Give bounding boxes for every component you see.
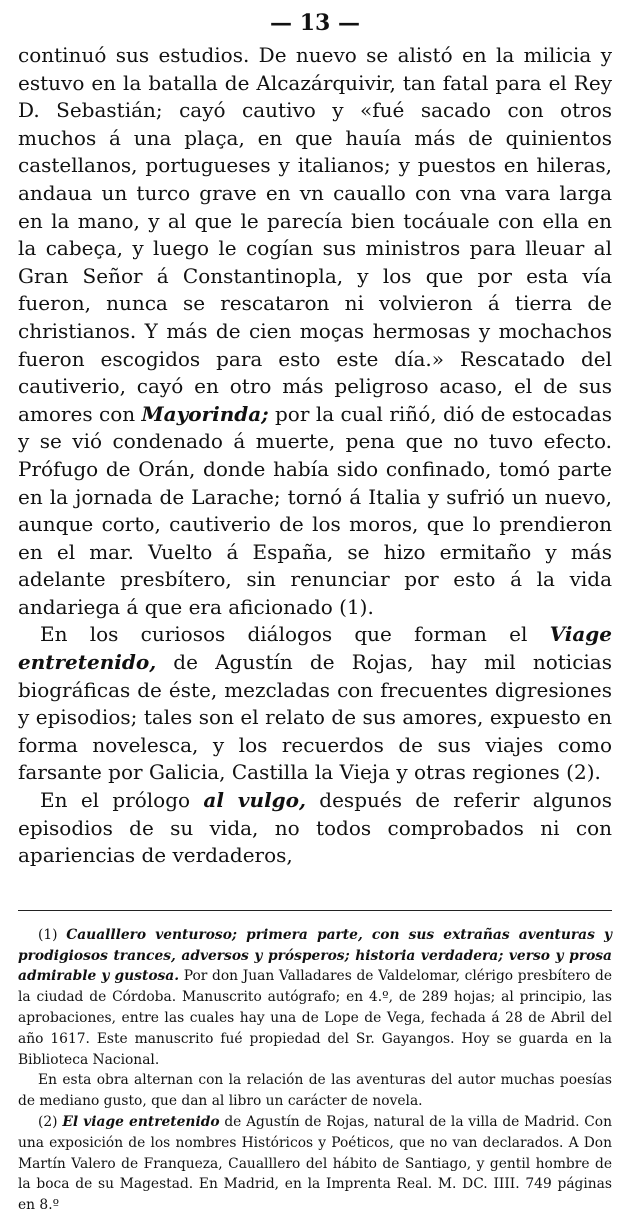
- footnote-text: Por don Juan Valladares de Valdelomar, clérigo presbítero de la ciudad de Córdoba. Manuscrito autógrafo; en 4.º, de 289 hojas; al principio, las aprobaciones, entre las cuales hay una de Lope de Vega, fechada á 28 de Abril del año 1617. Este manuscrito fué propiedad del Sr. Gayangos. Hoy se guarda en la Biblioteca Nacional.: [18, 968, 612, 1068]
- footnote-2: [18, 1112, 612, 1216]
- footnote-mark: (1): [38, 926, 58, 943]
- footnote-text: de Agustín de Rojas, natural de la villa de Madrid. Con una exposición de los nombres Históricos y Poéticos, que no van declarados. A Don Martín Valero de Franqueza, Caualllero del hábito de Santiago, y gentil hombre de la boca de su Magestad. En Madrid, en la Imprenta Real. M. DC. IIII. 749 páginas en 8.º: [18, 1113, 613, 1214]
- footnote-mark: (2): [38, 1113, 58, 1130]
- paragraph-text: después de referir algunos episodios de su vida, no todos comprobados ni con apariencias de verdaderos,: [18, 788, 612, 868]
- footnotes: [18, 925, 612, 1216]
- paragraph-text: de Agustín de Rojas, hay mil noticias biográficas de éste, mezcladas con frecuentes digresiones y episodios; tales son el relato de sus amores, expuesto en forma novelesca, y los recuerdos de sus viajes como farsante por Galicia, Castilla la Vieja y otras regiones (2).: [18, 650, 612, 785]
- paragraph: [18, 621, 612, 787]
- paragraph-text: por la cual riñó, dió de estocadas y se vió condenado á muerte, pena que no tuvo efecto. Prófugo de Orán, donde había sido confinado, tomó parte en la jornada de Larache; tornó á Italia y sufrió un nuevo, aunque corto, cautiverio de los moros, que lo prendieron en el mar. Vuelto á España, se hizo ermitaño y más adelante presbítero, sin renunciar por esto á la vida andariega á que era aficionado (1).: [18, 401, 612, 619]
- paragraph-text: En el prólogo: [40, 788, 204, 813]
- name-mayorinda: Mayorinda;: [141, 401, 269, 426]
- emphasis-text: al vulgo,: [203, 788, 306, 813]
- footnote-title: Caualllero venturoso; primera parte, con sus extrañas aventuras y prodigiosos trances, adversos y prósperos; historia verdadera; verso y prosa admirable y gustosa.: [18, 926, 613, 985]
- footnote-1-extra: En esta obra alternan con la relación de las aventuras del autor muchas poesías de mediano gusto, que dan al libro un carácter de novela.: [18, 1072, 612, 1110]
- footnote-1: [18, 925, 612, 1071]
- footnote-title: El viage entretenido: [62, 1113, 220, 1130]
- body-text: [18, 42, 612, 870]
- paragraph: [18, 42, 612, 621]
- book-title: Viage entretenido,: [18, 622, 612, 675]
- paragraph: [18, 787, 612, 870]
- paragraph-text: En los curiosos diálogos que forman el: [40, 622, 550, 647]
- paragraph-text: continuó sus estudios. De nuevo se alistó en la milicia y estuvo en la batalla de Alcazárquivir, tan fatal para el Rey D. Sebastián; cayó cautivo y «fué sacado con otros muchos á una plaça, en que hauía más de quinientos castellanos, portugueses y italianos; y puestos en hileras, andaua un turco grave en vn cauallo con vna vara larga en la mano, y al que le parecía bien tocáuale con ella en la cabeça, y luego le cogían sus ministros para lleuar al Gran Señor á Constantinopla, y los que por esta vía fueron, nunca se rescataron ni volvieron á tierra de christianos. Y más de cien moças hermosas y mochachos fueron escogidos para esto este día.» Rescatado del cautiverio, cayó en otro más peligroso acaso, el de sus amores con: [18, 43, 612, 426]
- page-number: — 13 —: [270, 10, 360, 36]
- footnote-divider: [18, 910, 612, 911]
